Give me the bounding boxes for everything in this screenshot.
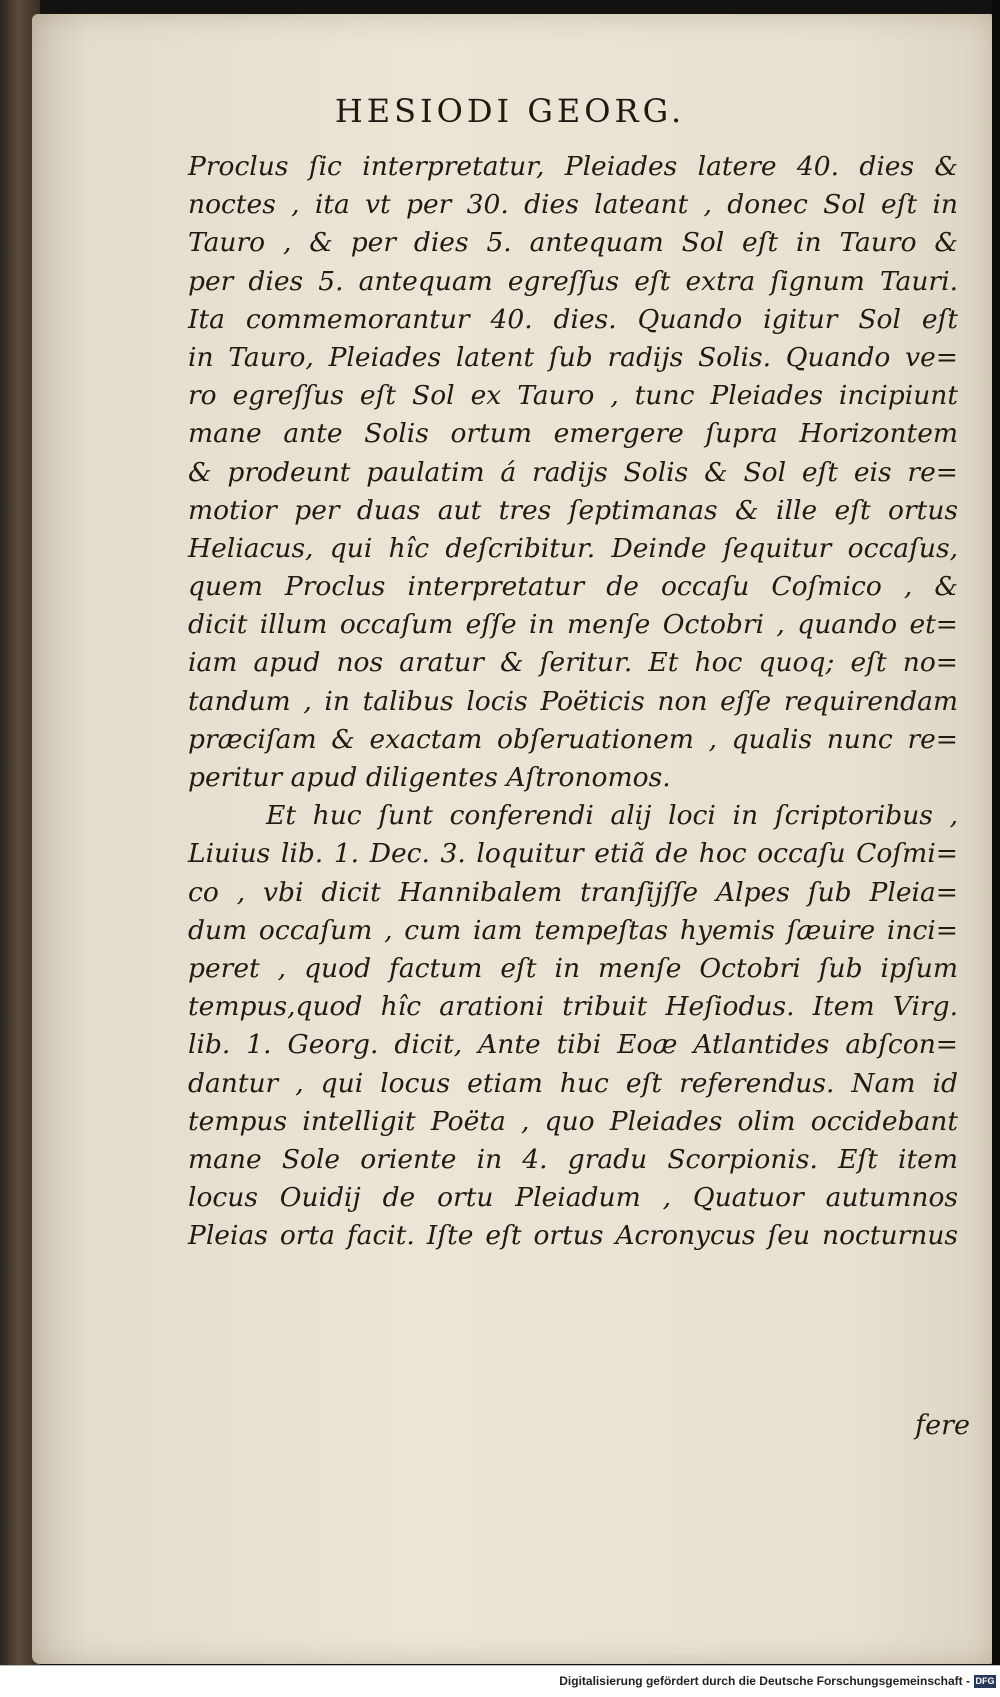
catchword: fere xyxy=(915,1410,970,1441)
text-line: dum occaſum , cum iam tempeſtas hyemis ſæuire inci= xyxy=(188,914,958,946)
text-line: Pleias orta facit. Iſte eſt ortus Acronycus ſeu nocturnus xyxy=(188,1220,958,1252)
funding-credit: Digitalisierung gefördert durch die Deutsche Forschungsgemeinschaft - xyxy=(559,1674,970,1688)
text-line: ro egreſſus eſt Sol ex Tauro , tunc Pleiades incipiunt xyxy=(188,380,958,412)
text-line: Ita commemorantur 40. dies. Quando igitur Sol eſt xyxy=(188,303,958,335)
text-line: tempus intelligit Poëta , quo Pleiades olim occidebant xyxy=(188,1105,958,1137)
text-line: dicit illum occaſum eſſe in menſe Octobri , quando et= xyxy=(188,609,958,641)
digitization-footer xyxy=(0,1665,1000,1697)
text-line: Tauro , & per dies 5. antequam Sol eſt in Tauro & xyxy=(188,227,958,259)
text-line: lib. 1. Georg. dicit, Ante tibi Eoæ Atlantides abſcon= xyxy=(188,1029,958,1061)
text-line: noctes , ita vt per 30. dies lateant , donec Sol eſt in xyxy=(188,189,958,221)
page-right-edge xyxy=(992,0,1000,1665)
text-line: tempus,quod hîc arationi tribuit Heſiodus. Item Virg. xyxy=(188,991,958,1023)
text-line: mane Sole oriente in 4. gradu Scorpionis. Eſt item xyxy=(188,1143,958,1175)
text-line: quem Proclus interpretatur de occaſu Coſmico , & xyxy=(188,571,958,603)
text-line: in Tauro, Pleiades latent ſub radijs Solis. Quando ve= xyxy=(188,341,958,373)
text-line: dantur , qui locus etiam huc eſt referendus. Nam id xyxy=(188,1067,958,1099)
running-head: HESIODI GEORG. xyxy=(334,92,686,130)
text-line: mane ante Solis ortum emergere ſupra Horizontem xyxy=(188,418,958,450)
text-line: co , vbi dicit Hannibalem tranſijſſe Alpes ſub Pleia= xyxy=(188,876,958,908)
text-line: motior per duas aut tres ſeptimanas & ille eſt ortus xyxy=(188,494,958,526)
text-line: præciſam & exactam obſeruationem , qualis nunc re= xyxy=(188,723,958,755)
body-text xyxy=(188,148,958,1255)
text-line: & prodeunt paulatim á radijs Solis & Sol eſt eis re= xyxy=(188,456,958,488)
text-line: Liuius lib. 1. Dec. 3. loquitur etiã de hoc occaſu Coſmi= xyxy=(188,838,958,870)
text-line: iam apud nos aratur & ſeritur. Et hoc quoq; eſt no= xyxy=(188,647,958,679)
text-line: peret , quod factum eſt in menſe Octobri ſub ipſum xyxy=(188,952,958,984)
text-line: Proclus ſic interpretatur, Pleiades latere 40. dies & xyxy=(188,151,958,182)
text-line: Et huc ſunt conferendi alij loci in ſcriptoribus , xyxy=(266,800,958,832)
text-line: peritur apud diligentes Aſtronomos. xyxy=(188,762,671,793)
text-line: per dies 5. antequam egreſſus eſt extra ſignum Tauri. xyxy=(188,265,958,297)
text-line: locus Ouidij de ortu Pleiadum , Quatuor autumnos xyxy=(188,1182,958,1214)
dfg-logo: DFG xyxy=(975,1676,995,1686)
text-line: Heliacus, qui hîc deſcribitur. Deinde ſequitur occaſus, xyxy=(188,532,958,564)
text-line: tandum , in talibus locis Poëticis non eſſe requirendam xyxy=(188,685,958,717)
